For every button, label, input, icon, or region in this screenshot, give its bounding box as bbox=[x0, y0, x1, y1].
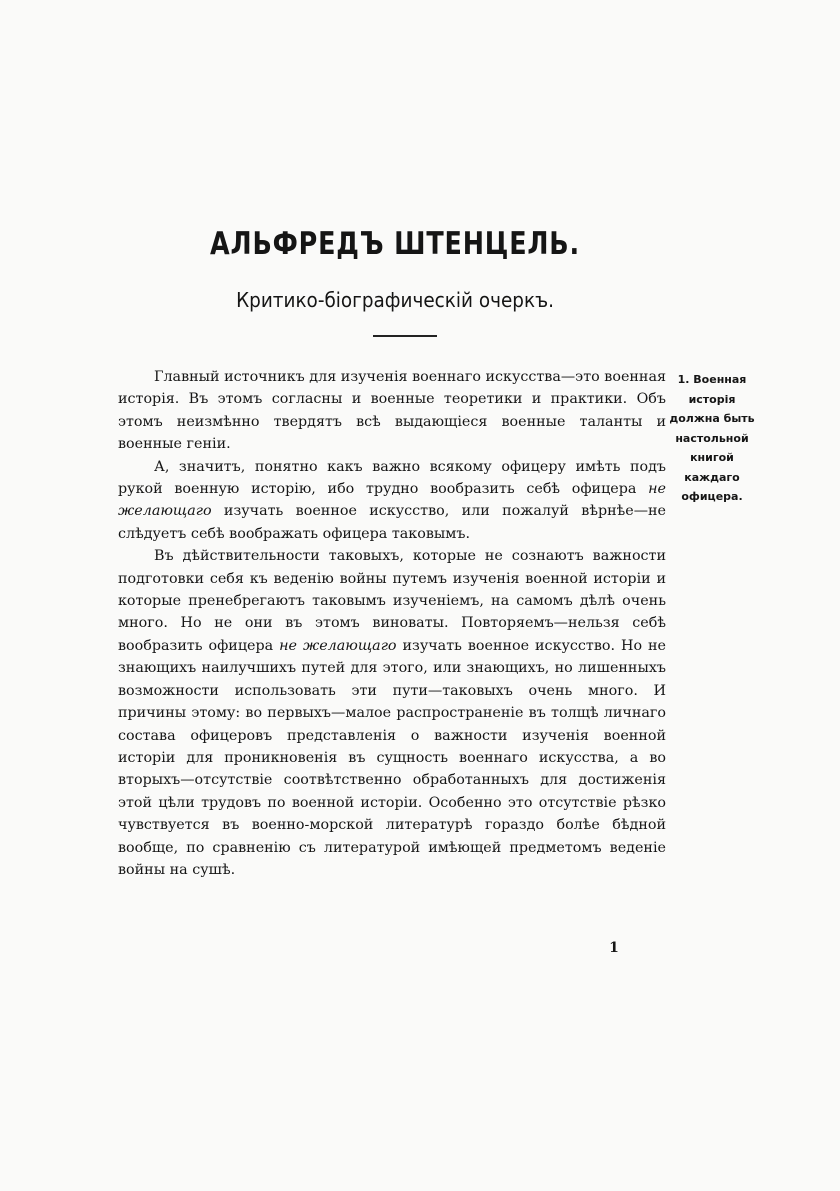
paragraph-2-text-a: А, значитъ, понятно какъ важно всякому офицеру имѣть подъ рукой военную исторію, ибо трудно вообразить себѣ офицера bbox=[118, 458, 666, 498]
margin-note: 1. Военная исторія должна быть настольной книгой каждаго офицера. bbox=[669, 373, 755, 503]
paragraph-3 bbox=[118, 545, 666, 881]
paragraph-1 bbox=[118, 366, 666, 456]
paragraph-2-emphasis: не желающаго bbox=[118, 481, 666, 520]
paragraph-2 bbox=[118, 456, 666, 546]
paragraph-3-text-b: изучать военное искусство. Но не знающихъ наилучшихъ путей для этого, или знающихъ, но лишенныхъ возможности использовать эти пути—таковыхъ очень много. И причины этому: во первыхъ—малое распространеніе въ толщѣ личнаго состава офицеровъ представленія о важности изученія военной исторіи для проникновенія въ сущность военнаго искусства, а во вторыхъ—отсутствіе соотвѣтственно обработанныхъ для достиженія этой цѣли трудовъ по военной исторіи. Особенно это отсутствіе рѣзко чувствуется въ военно-морской литературѣ гораздо болѣе бѣдной вообще, по сравненію съ литературой имѣющей предметомъ веденіе войны на сушѣ. bbox=[118, 637, 666, 878]
chapter-title: АЛЬФРЕДЪ ШТЕНЦЕЛЬ. bbox=[210, 226, 580, 262]
paragraph-2-text-b: изучать военное искусство, или пожалуй вѣрнѣе—не слѣдуетъ себѣ воображать офицера таковымъ. bbox=[118, 503, 666, 542]
paragraph-3-text-a: Въ дѣйствительности таковыхъ, которые не сознаютъ важности подготовки себя къ веденію войны путемъ изученія военной исторіи и которые пренебрегаютъ таковымъ изученіемъ, на самомъ дѣлѣ очень много. Но не они въ этомъ виноваты. Повторяемъ—нельзя себѣ вообразить офицера bbox=[118, 548, 666, 654]
page-number: 1 bbox=[609, 940, 619, 956]
paragraph-3-emphasis: не желающаго bbox=[279, 637, 397, 654]
body-text bbox=[118, 366, 666, 881]
title-divider bbox=[373, 335, 437, 337]
paragraph-1-text: Главный источникъ для изученія военнаго искусства—это военная исторія. Въ этомъ согласны и военные теоретики и практики. Объ этомъ неизмѣнно твердятъ всѣ выдающіеся военные таланты и военные геніи. bbox=[118, 369, 666, 453]
chapter-subtitle: Критико-біографическій очеркъ. bbox=[236, 288, 554, 312]
